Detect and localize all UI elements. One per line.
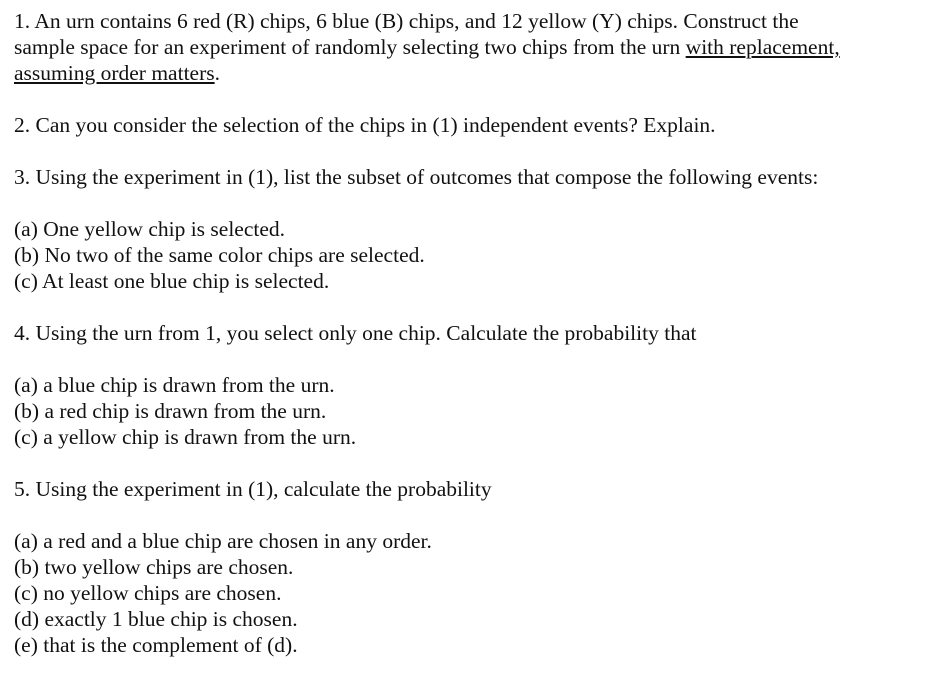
question-5-item-a: (a) a red and a blue chip are chosen in any order. <box>14 529 432 553</box>
question-3 <box>14 164 919 190</box>
question-5 <box>14 476 919 502</box>
question-2 <box>14 112 919 138</box>
question-1-line-3 <box>14 60 919 86</box>
question-5-item-d: (d) exactly 1 blue chip is chosen. <box>14 607 298 631</box>
question-1-line-2 <box>14 34 919 60</box>
question-1-underlined-phrase-2: assuming order matters <box>14 61 215 85</box>
question-1 <box>14 8 919 86</box>
question-4-item-a: (a) a blue chip is drawn from the urn. <box>14 373 335 397</box>
question-1-underlined-phrase: with replacement, <box>685 35 840 59</box>
question-5-item-e: (e) that is the complement of (d). <box>14 633 298 657</box>
question-3-item-a: (a) One yellow chip is selected. <box>14 217 286 241</box>
question-3-item-c: (c) At least one blue chip is selected. <box>14 269 330 293</box>
question-3-items <box>14 216 919 294</box>
question-2-text: 2. Can you consider the selection of the chips in (1) independent events? Explain. <box>14 113 716 137</box>
question-4-item-b: (b) a red chip is drawn from the urn. <box>14 399 327 423</box>
question-4-text: 4. Using the urn from 1, you select only one chip. Calculate the probability that <box>14 321 697 345</box>
question-5-text: 5. Using the experiment in (1), calculate the probability <box>14 477 492 501</box>
question-3-text: 3. Using the experiment in (1), list the subset of outcomes that compose the following events: <box>14 165 819 189</box>
question-4-item-c: (c) a yellow chip is drawn from the urn. <box>14 425 357 449</box>
question-5-item-b: (b) two yellow chips are chosen. <box>14 555 294 579</box>
document-body <box>14 8 919 684</box>
question-1-line-2-text: sample space for an experiment of randomly selecting two chips from the urn <box>14 35 686 59</box>
question-3-item-b: (b) No two of the same color chips are selected. <box>14 243 425 267</box>
question-5-item-c: (c) no yellow chips are chosen. <box>14 581 282 605</box>
question-5-items <box>14 528 919 658</box>
question-1-line-3-tail: . <box>214 61 220 85</box>
question-1-line-1: 1. An urn contains 6 red (R) chips, 6 blue (B) chips, and 12 yellow (Y) chips. Construct the <box>14 9 799 33</box>
question-4-items <box>14 372 919 450</box>
question-4 <box>14 320 919 346</box>
